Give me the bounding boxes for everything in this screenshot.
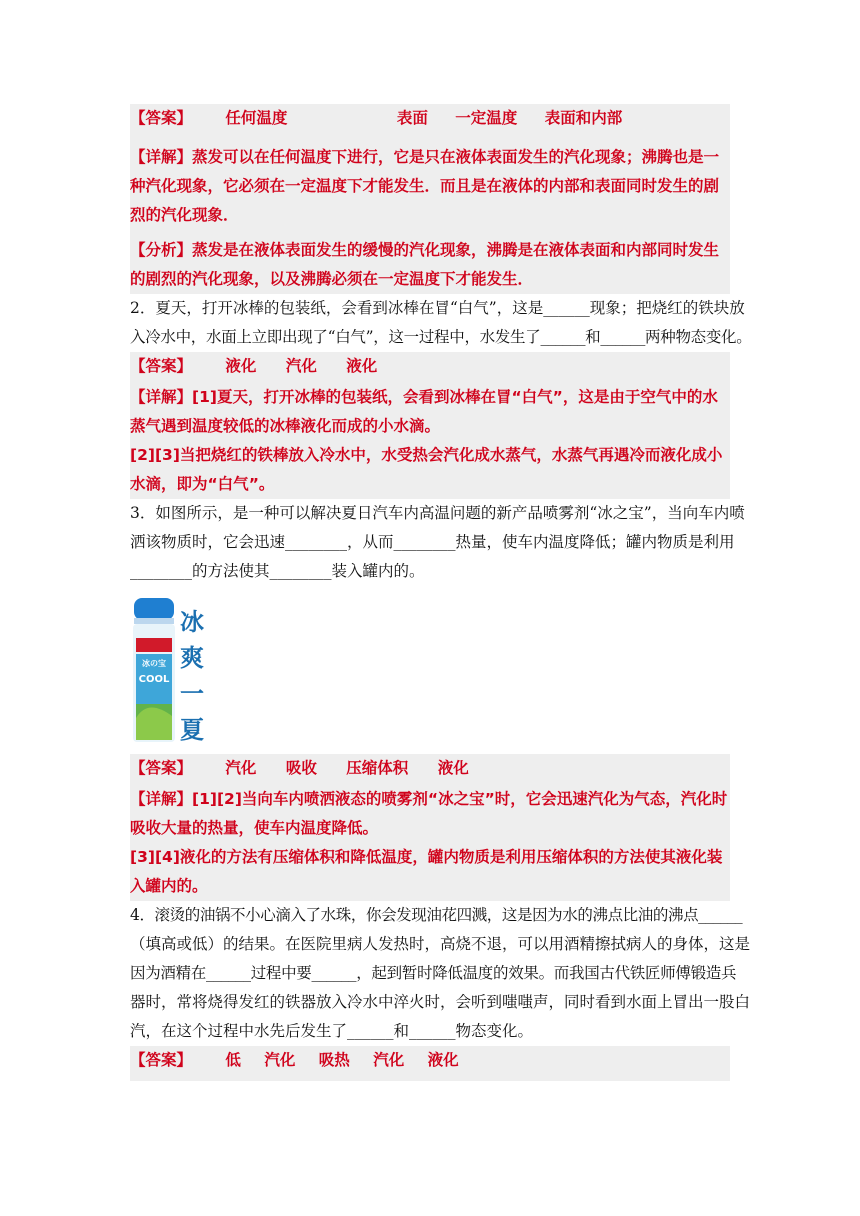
q3-detail <box>130 785 730 901</box>
detail-line: [3][4]液化的方法有压缩体积和降低温度，罐内物质是利用压缩体积的方法使其液化装 <box>130 848 723 866</box>
answer-item: 汽化 <box>225 759 257 777</box>
answer-item: 压缩体积 <box>346 759 409 777</box>
answer-item: 汽化 <box>285 357 317 375</box>
answer-tag: 【答案】 <box>130 759 193 777</box>
q1-answer-line <box>130 104 730 133</box>
answer-item: 表面 <box>396 109 428 127</box>
question-line: 洒该物质时，它会迅速________，从而________热量，使车内温度降低；罐内物质是利用 <box>130 533 735 551</box>
q2-answer-block <box>130 352 730 499</box>
detail-line: 【详解】[1][2]当向车内喷洒液态的喷雾剂“冰之宝”时，它会迅速汽化为气态，汽化时 <box>130 790 728 808</box>
answer-item: 汽化 <box>264 1051 296 1069</box>
slogan-char: 一 <box>180 680 204 708</box>
q2-detail <box>130 383 730 499</box>
question-line: 4．滚烫的油锅不小心滴入了水珠，你会发现油花四溅，这是因为水的沸点比油的沸点______ <box>130 906 743 924</box>
q3-answer-block <box>130 754 730 901</box>
slogan-char: 夏 <box>180 716 204 744</box>
can-label: 冰の宝 <box>142 659 166 668</box>
detail-line: 吸收大量的热量，使车内温度降低。 <box>130 819 379 837</box>
detail-line: 蒸气遇到温度较低的冰棒液化而成的小水滴。 <box>130 417 441 435</box>
detail-line: 【详解】[1]夏天，打开冰棒的包装纸，会看到冰棒在冒“白气”，这是由于空气中的水 <box>130 388 718 406</box>
detail-line: 水滴，即为“白气”。 <box>130 475 275 493</box>
slogan-char: 爽 <box>180 644 204 672</box>
q3-question <box>130 499 745 586</box>
document-page <box>130 104 752 1081</box>
detail-line: 【详解】蒸发可以在任何温度下进行，它是只在液体表面发生的汽化现象；沸腾也是一 <box>130 148 720 166</box>
q4-answer-block <box>130 1046 730 1081</box>
question-line: 器时，常将烧得发红的铁器放入冷水中淬火时，会听到嗤嗤声，同时看到水面上冒出一股白 <box>130 993 751 1011</box>
answer-item: 吸收 <box>285 759 317 777</box>
analysis-line: 的剧烈的汽化现象，以及沸腾必须在一定温度下才能发生． <box>130 270 534 288</box>
answer-item: 液化 <box>437 759 469 777</box>
q2-question <box>130 294 752 352</box>
answer-tag: 【答案】 <box>130 357 193 375</box>
detail-line: 入罐内的。 <box>130 877 208 895</box>
question-line: ________的方法使其________装入罐内的。 <box>130 562 425 580</box>
question-line: 汽，在这个过程中水先后发生了______和______物态变化。 <box>130 1022 534 1040</box>
question-line: 2．夏天，打开冰棒的包装纸，会看到冰棒在冒“白气”，这是______现象；把烧红的铁块放 <box>130 299 745 317</box>
image-slogan <box>180 606 220 750</box>
question-line: （填高或低）的结果。在医院里病人发热时，高烧不退，可以用酒精擦拭病人的身体，这是 <box>130 935 751 953</box>
answer-item: 汽化 <box>373 1051 405 1069</box>
q4-answer-line <box>130 1046 730 1075</box>
answer-item: 液化 <box>427 1051 459 1069</box>
detail-line: 种汽化现象，它必须在一定温度下才能发生．而且是在液体的内部和表面同时发生的剧 <box>130 177 720 195</box>
answer-tag: 【答案】 <box>130 109 193 127</box>
answer-item: 低 <box>225 1051 241 1069</box>
q1-analysis <box>130 236 730 294</box>
can-label: COOL <box>138 674 170 685</box>
q1-detail <box>130 143 730 230</box>
analysis-line: 【分析】蒸发是在液体表面发生的缓慢的汽化现象，沸腾是在液体表面和内部同时发生 <box>130 241 720 259</box>
question-line: 因为酒精在______过程中要______，起到暂时降低温度的效果。而我国古代铁匠师傅锻造兵 <box>130 964 737 982</box>
question-line: 入冷水中，水面上立即出现了“白气”，这一过程中，水发生了______和______两种物态变化。 <box>130 328 752 346</box>
answer-item: 一定温度 <box>455 109 518 127</box>
spray-can-icon <box>132 598 176 744</box>
slogan-char: 冰 <box>180 608 204 636</box>
detail-line: 烈的汽化现象． <box>130 206 239 224</box>
answer-item: 液化 <box>346 357 378 375</box>
answer-item: 吸热 <box>318 1051 350 1069</box>
spray-can-image <box>130 592 222 748</box>
detail-line: [2][3]当把烧红的铁棒放入冷水中，水受热会汽化成水蒸气，水蒸气再遇冷而液化成小 <box>130 446 723 464</box>
answer-item: 任何温度 <box>225 109 288 127</box>
question-line: 3．如图所示，是一种可以解决夏日汽车内高温问题的新产品喷雾剂“冰之宝”，当向车内喷 <box>130 504 745 522</box>
q4-question <box>130 901 751 1046</box>
answer-tag: 【答案】 <box>130 1051 193 1069</box>
answer-item: 表面和内部 <box>544 109 623 127</box>
q3-answer-line <box>130 754 730 783</box>
answer-item: 液化 <box>225 357 257 375</box>
q1-answer-block <box>130 104 730 294</box>
q2-answer-line <box>130 352 730 381</box>
